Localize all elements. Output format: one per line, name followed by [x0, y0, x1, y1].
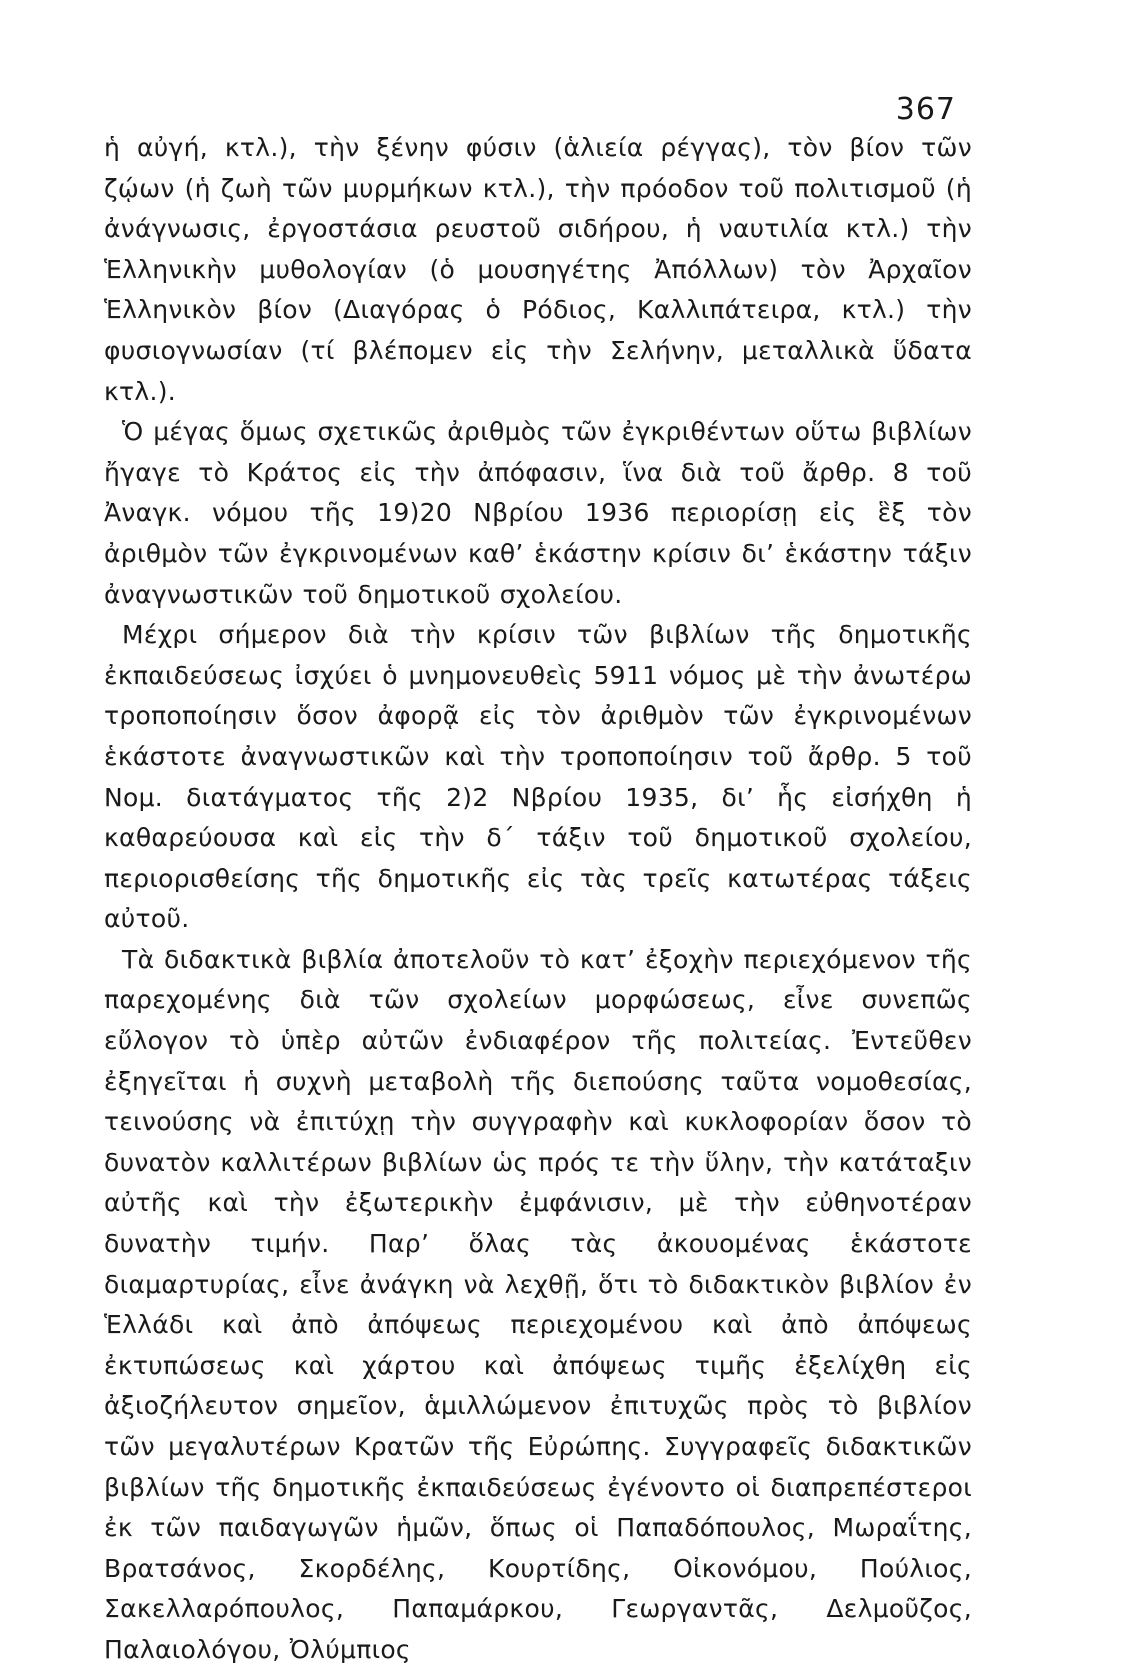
paragraph-4: Τὰ διδακτικὰ βιβλία ἀποτελοῦν τὸ κατ’ ἐξοχὴν περιεχόμενον τῆς παρεχομένης διὰ τῶν σχολείων μορφώσεως, εἶνε συνεπῶς εὔλογον τὸ ὑπὲρ αὐτῶν ἐνδιαφέρον τῆς πολιτείας. Ἐντεῦθεν ἐξηγεῖται ἡ συχνὴ μεταβολὴ τῆς διεπούσης ταῦτα νομοθεσίας, τεινούσης νὰ ἐπιτύχῃ τὴν συγγραφὴν καὶ κυκλοφορίαν ὅσον τὸ δυνατὸν καλλιτέρων βιβλίων ὡς πρός τε τὴν ὕλην, τὴν κατάταξιν αὐτῆς καὶ τὴν ἐξωτερικὴν ἐμφάνισιν, μὲ τὴν εὐθηνοτέραν δυνατὴν τιμήν. Παρ’ ὅλας τὰς ἀκουομένας ἑκάστοτε διαμαρτυρίας, εἶνε ἀνάγκη νὰ λεχθῇ, ὅτι τὸ διδακτικὸν βιβλίον ἐν Ἑλλάδι καὶ ἀπὸ ἀπόψεως περιεχομένου καὶ ἀπὸ ἀπόψεως ἐκτυπώσεως καὶ χάρτου καὶ ἀπόψεως τιμῆς ἐξελίχθη εἰς ἀξιοζήλευτον σημεῖον, ἁμιλλώμενον ἐπιτυχῶς πρὸς τὸ βιβλίον τῶν μεγαλυτέρων Κρατῶν τῆς Εὐρώπης. Συγγραφεῖς διδακτικῶν βιβλίων τῆς δημοτικῆς ἐκπαιδεύσεως ἐγένοντο οἱ διαπρεπέστεροι ἐκ τῶν παιδαγωγῶν ἡμῶν, ὅπως οἱ Παπαδόπουλος, Μωραΐτης, Βρατσάνος, Σκορδέλης, Κουρτίδης, Οἰκονόμου, Πούλιος, Σακελλαρόπουλος, Παπαμάρκου, Γεωργαντᾶς, Δελμοῦζος, Παλαιολόγου, Ὀλύμπιος: [104, 944, 972, 1664]
paragraph-3: Μέχρι σήμερον διὰ τὴν κρίσιν τῶν βιβλίων τῆς δημοτικῆς ἐκπαιδεύσεως ἰσχύει ὁ μνημονευθεὶς 5911 νόμος μὲ τὴν ἀνωτέρω τροποποίησιν ὅσον ἀφορᾷ εἰς τὸν ἀριθμὸν τῶν ἐγκρινομένων ἑκάστοτε ἀναγνωστικῶν καὶ τὴν τροποποίησιν τοῦ ἄρθρ. 5 τοῦ Νομ. διατάγματος τῆς 2)2 Νβρίου 1935, δι’ ἧς εἰσήχθη ἡ καθαρεύουσα καὶ εἰς τὴν δ΄ τάξιν τοῦ δημοτικοῦ σχολείου, περιορισθείσης τῆς δημοτικῆς εἰς τὰς τρεῖς κατωτέρας τάξεις αὐτοῦ.: [104, 620, 972, 934]
page-number: 367: [895, 92, 956, 127]
paragraph-2: Ὁ μέγας ὅμως σχετικῶς ἀριθμὸς τῶν ἐγκριθέντων οὕτω βιβλίων ἤγαγε τὸ Κράτος εἰς τὴν ἀπόφασιν, ἵνα διὰ τοῦ ἄρθρ. 8 τοῦ Ἀναγκ. νόμου τῆς 19)20 Νβρίου 1936 περιορίσῃ εἰς ἓξ τὸν ἀριθμὸν τῶν ἐγκρινομένων καθ’ ἑκάστην κρίσιν δι’ ἑκάστην τάξιν ἀναγνωστικῶν τοῦ δημοτικοῦ σχολείου.: [104, 417, 972, 609]
body-text: [104, 128, 972, 1671]
paragraph-1: ἡ αὐγή, κτλ.), τὴν ξένην φύσιν (ἁλιεία ρέγγας), τὸν βίον τῶν ζῴων (ἡ ζωὴ τῶν μυρμήκων κτλ.), τὴν πρόοδον τοῦ πολιτισμοῦ (ἡ ἀνάγνωσις, ἐργοστάσια ρευστοῦ σιδήρου, ἡ ναυτιλία κτλ.) τὴν Ἑλληνικὴν μυθολογίαν (ὁ μουσηγέτης Ἀπόλλων) τὸν Ἀρχαῖον Ἑλληνικὸν βίον (Διαγόρας ὁ Ρόδιος, Καλλιπάτειρα, κτλ.) τὴν φυσιογνωσίαν (τί βλέπομεν εἰς τὴν Σελήνην, μεταλλικὰ ὕδατα κτλ.).: [104, 133, 972, 406]
